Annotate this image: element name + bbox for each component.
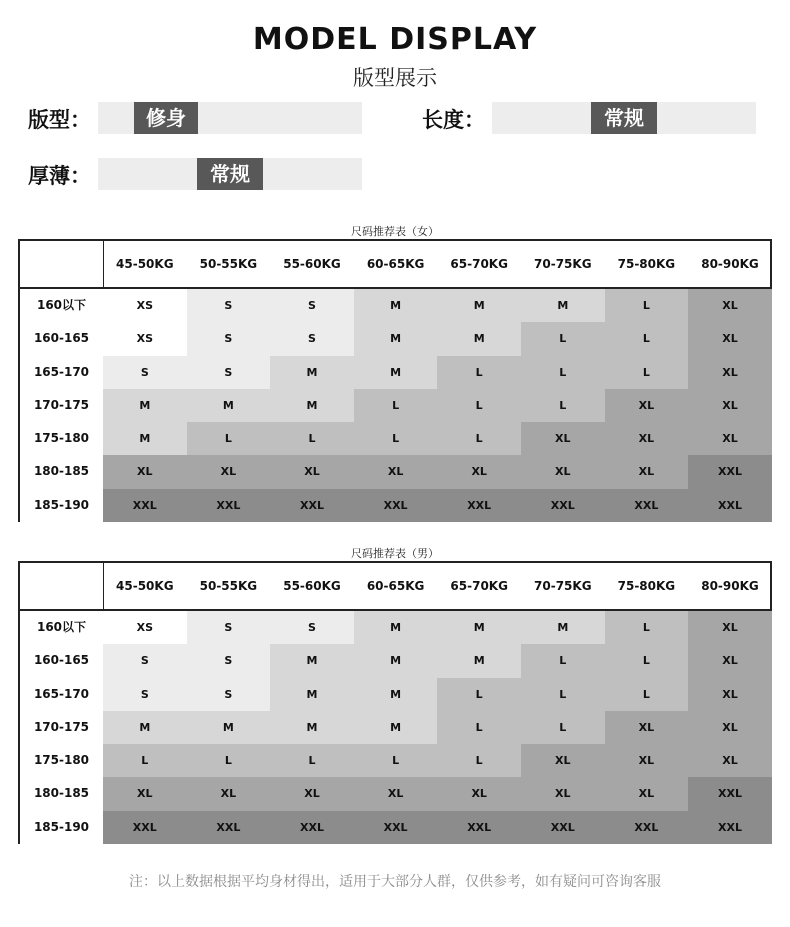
size-cell: XXL	[688, 777, 772, 810]
table-header-row	[20, 563, 770, 611]
page-subtitle: 版型展示	[353, 66, 437, 90]
size-cell: M	[354, 322, 438, 355]
size-cell: L	[605, 289, 689, 322]
weight-header: 80-90KG	[701, 579, 759, 593]
size-cell: L	[270, 422, 354, 455]
weight-header: 55-60KG	[283, 579, 341, 593]
size-cell: XXL	[103, 489, 187, 522]
women-size-table	[18, 239, 772, 522]
size-cell: XXL	[437, 489, 521, 522]
size-cell: XL	[187, 455, 271, 488]
size-cell: M	[354, 644, 438, 677]
size-cell: XL	[187, 777, 271, 810]
height-label: 165-170	[20, 678, 104, 711]
table-corner-cell	[20, 241, 104, 287]
weight-header: 75-80KG	[617, 257, 676, 271]
size-cell: XXL	[605, 811, 689, 844]
size-cell: M	[187, 711, 271, 744]
size-cell: XL	[688, 289, 772, 322]
height-label: 185-190	[20, 489, 104, 522]
men-size-table	[18, 561, 772, 844]
height-label: 175-180	[20, 744, 104, 777]
table-row	[20, 389, 770, 422]
size-cell: L	[521, 711, 605, 744]
weight-header: 70-75KG	[534, 579, 592, 593]
size-cell: XL	[521, 455, 605, 488]
size-cell: XXL	[688, 489, 772, 522]
size-cell: L	[270, 744, 354, 777]
size-cell: L	[521, 356, 605, 389]
size-cell: L	[437, 711, 521, 744]
size-cell: M	[437, 611, 521, 644]
size-cell: L	[521, 678, 605, 711]
height-label: 180-185	[20, 777, 104, 810]
size-cell: XL	[437, 777, 521, 810]
size-cell: XL	[688, 644, 772, 677]
weight-header: 45-50KG	[116, 579, 174, 593]
size-cell: XL	[354, 777, 438, 810]
size-cell: M	[354, 356, 438, 389]
size-cell: L	[605, 356, 689, 389]
thickness-bar	[98, 158, 362, 190]
size-cell: M	[103, 711, 187, 744]
size-cell: XXL	[605, 489, 689, 522]
size-cell: S	[187, 611, 271, 644]
page-title: MODEL DISPLAY	[252, 22, 538, 57]
size-cell: XXL	[521, 811, 605, 844]
size-cell: XL	[605, 744, 689, 777]
size-cell: M	[521, 289, 605, 322]
size-cell: XL	[688, 322, 772, 355]
weight-header: 50-55KG	[199, 257, 258, 271]
weight-header: 45-50KG	[116, 257, 174, 271]
table-row	[20, 455, 770, 488]
size-cell: XL	[605, 777, 689, 810]
height-label: 170-175	[20, 711, 104, 744]
thickness-label: 厚薄：	[28, 164, 91, 188]
size-cell: XL	[521, 777, 605, 810]
size-cell: XXL	[354, 489, 438, 522]
size-cell: XXL	[437, 811, 521, 844]
size-cell: M	[270, 389, 354, 422]
size-cell: M	[437, 644, 521, 677]
table-body	[20, 289, 770, 522]
fit-bar	[98, 102, 362, 134]
table-row	[20, 356, 770, 389]
size-cell: M	[354, 611, 438, 644]
size-cell: XXL	[521, 489, 605, 522]
weight-header: 60-65KG	[366, 579, 425, 593]
footnote: 注：以上数据根据平均身材得出，适用于大部分人群，仅供参考，如有疑问可咨询客服	[129, 874, 661, 890]
table-row	[20, 811, 770, 844]
size-cell: XS	[103, 611, 187, 644]
size-cell: XL	[354, 455, 438, 488]
size-cell: L	[437, 678, 521, 711]
height-label: 170-175	[20, 389, 104, 422]
size-cell: L	[187, 422, 271, 455]
size-cell: M	[103, 422, 187, 455]
size-cell: XL	[605, 455, 689, 488]
length-bar	[492, 102, 756, 134]
size-cell: XL	[437, 455, 521, 488]
size-cell: XL	[688, 744, 772, 777]
size-cell: L	[354, 389, 438, 422]
weight-header: 75-80KG	[617, 579, 676, 593]
size-cell: L	[521, 644, 605, 677]
length-value-chip: 常规	[591, 102, 657, 134]
size-cell: L	[354, 744, 438, 777]
size-cell: XXL	[688, 455, 772, 488]
size-cell: L	[521, 322, 605, 355]
size-cell: XL	[688, 422, 772, 455]
table-corner-cell	[20, 563, 104, 609]
size-cell: S	[187, 356, 271, 389]
size-cell: L	[605, 644, 689, 677]
size-cell: XXL	[187, 811, 271, 844]
weight-header: 50-55KG	[199, 579, 258, 593]
height-label: 165-170	[20, 356, 104, 389]
size-cell: M	[437, 289, 521, 322]
size-cell: M	[270, 711, 354, 744]
women-table-caption: 尺码推荐表（女）	[351, 225, 439, 238]
size-cell: XL	[605, 389, 689, 422]
table-row	[20, 711, 770, 744]
height-label: 160以下	[20, 611, 104, 644]
size-cell: XXL	[270, 489, 354, 522]
table-row	[20, 678, 770, 711]
size-cell: M	[354, 289, 438, 322]
size-cell: XS	[103, 322, 187, 355]
size-cell: XL	[103, 455, 187, 488]
size-cell: M	[270, 356, 354, 389]
weight-header: 55-60KG	[283, 257, 341, 271]
height-label: 160-165	[20, 322, 104, 355]
size-cell: S	[187, 678, 271, 711]
weight-header: 65-70KG	[450, 579, 508, 593]
size-cell: L	[187, 744, 271, 777]
weight-header: 60-65KG	[366, 257, 425, 271]
size-cell: XL	[688, 711, 772, 744]
size-cell: S	[270, 289, 354, 322]
weight-header: 70-75KG	[534, 257, 592, 271]
table-row	[20, 489, 770, 522]
size-cell: S	[187, 289, 271, 322]
size-cell: XL	[688, 389, 772, 422]
size-cell: S	[270, 611, 354, 644]
size-cell: S	[103, 644, 187, 677]
size-cell: S	[187, 322, 271, 355]
size-cell: XXL	[354, 811, 438, 844]
size-cell: XL	[688, 611, 772, 644]
size-cell: XL	[688, 356, 772, 389]
fit-label: 版型：	[28, 108, 91, 132]
size-cell: M	[270, 644, 354, 677]
size-cell: M	[187, 389, 271, 422]
size-cell: XL	[605, 711, 689, 744]
height-label: 160以下	[20, 289, 104, 322]
size-cell: L	[605, 611, 689, 644]
size-cell: XXL	[103, 811, 187, 844]
size-cell: XL	[521, 744, 605, 777]
size-cell: XL	[605, 422, 689, 455]
size-cell: XL	[521, 422, 605, 455]
table-body	[20, 611, 770, 844]
table-row	[20, 744, 770, 777]
size-cell: L	[103, 744, 187, 777]
thickness-value-chip: 常规	[197, 158, 263, 190]
size-cell: L	[354, 422, 438, 455]
size-cell: L	[605, 322, 689, 355]
height-label: 185-190	[20, 811, 104, 844]
size-cell: XXL	[187, 489, 271, 522]
size-cell: XXL	[688, 811, 772, 844]
table-row	[20, 422, 770, 455]
table-row	[20, 289, 770, 322]
size-cell: M	[521, 611, 605, 644]
size-cell: S	[270, 322, 354, 355]
size-cell: L	[521, 389, 605, 422]
size-cell: S	[103, 678, 187, 711]
size-cell: XS	[103, 289, 187, 322]
size-cell: XL	[103, 777, 187, 810]
table-row	[20, 644, 770, 677]
size-cell: L	[437, 422, 521, 455]
table-row	[20, 322, 770, 355]
size-cell: M	[437, 322, 521, 355]
size-cell: M	[354, 711, 438, 744]
size-cell: M	[354, 678, 438, 711]
size-cell: XL	[688, 678, 772, 711]
weight-header: 80-90KG	[701, 257, 759, 271]
size-cell: S	[187, 644, 271, 677]
table-row	[20, 611, 770, 644]
size-cell: XL	[270, 777, 354, 810]
size-cell: XL	[270, 455, 354, 488]
size-cell: L	[605, 678, 689, 711]
size-cell: M	[270, 678, 354, 711]
height-label: 160-165	[20, 644, 104, 677]
size-cell: XXL	[270, 811, 354, 844]
size-cell: L	[437, 744, 521, 777]
table-header-row	[20, 241, 770, 289]
size-cell: S	[103, 356, 187, 389]
length-label: 长度：	[422, 108, 485, 132]
height-label: 180-185	[20, 455, 104, 488]
size-cell: M	[103, 389, 187, 422]
height-label: 175-180	[20, 422, 104, 455]
fit-value-chip: 修身	[134, 102, 198, 134]
size-cell: L	[437, 356, 521, 389]
men-table-caption: 尺码推荐表（男）	[351, 547, 439, 560]
size-cell: L	[437, 389, 521, 422]
table-row	[20, 777, 770, 810]
weight-header: 65-70KG	[450, 257, 508, 271]
